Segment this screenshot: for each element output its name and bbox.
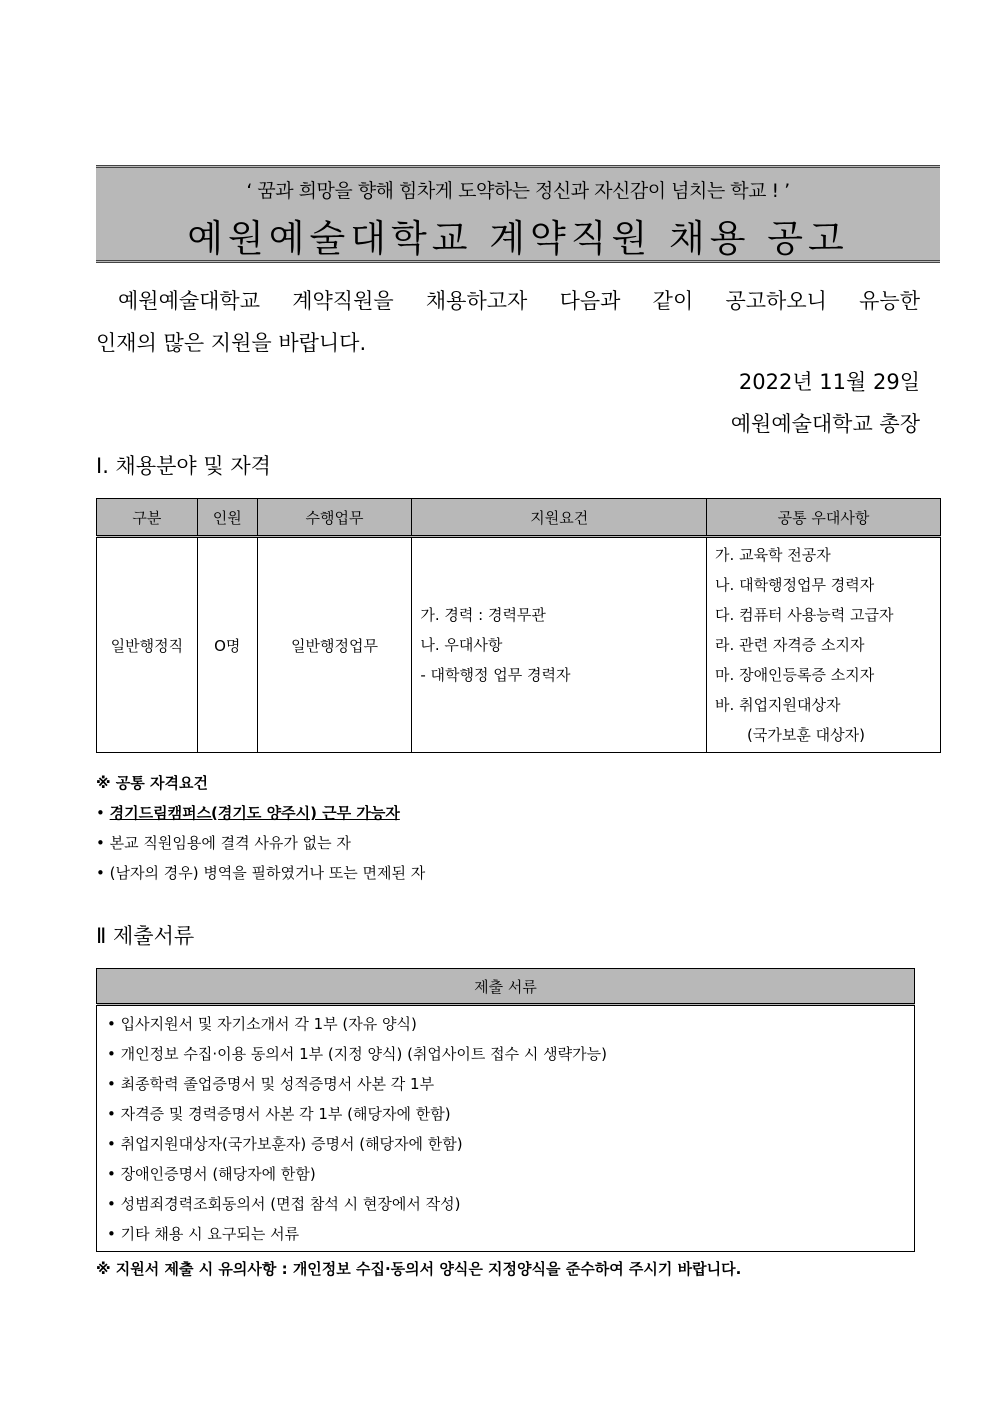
header-category: 구분 (97, 499, 198, 537)
list-item: • (남자의 경우) 병역을 필하였거나 또는 면제된 자 (96, 864, 426, 882)
list-item: • 경기드림캠퍼스(경기도 양주시) 근무 가능자 (96, 804, 400, 822)
list-item: • 취업지원대상자(국가보훈자) 증명서 (해당자에 한함) (107, 1129, 904, 1159)
table-header-row (97, 969, 915, 1005)
list-item: • 개인정보 수집·이용 동의서 1부 (지정 양식) (취업사이트 접수 시 생략가능) (107, 1039, 904, 1069)
list-item: • 입사지원서 및 자기소개서 각 1부 (자유 양식) (107, 1009, 904, 1039)
cell-category: 일반행정직 (97, 537, 198, 753)
requirement-item: 나. 우대사항 (420, 636, 503, 654)
preference-item: (국가보훈 대상자) (747, 726, 865, 744)
cell-preferences (707, 537, 941, 753)
recruitment-table (96, 498, 941, 753)
header-requirements: 지원요건 (412, 499, 707, 537)
slogan: ‘ 꿈과 희망을 향해 힘차게 도약하는 정신과 자신감이 넘치는 학교 ! ’ (246, 180, 790, 202)
requirement-item: 가. 경력 : 경력무관 (420, 606, 546, 624)
preference-item: 가. 교육학 전공자 (715, 546, 831, 564)
footer-note: ※ 지원서 제출 시 유의사항 : 개인정보 수집·동의서 양식은 지정양식을 준수하여 주시기 바랍니다. (96, 1260, 742, 1278)
page-title: 예원예술대학교 계약직원 채용 공고 (187, 217, 849, 260)
bullet-icon: • (96, 804, 110, 822)
documents-cell (97, 1005, 915, 1252)
cell-count: O명 (197, 537, 257, 753)
signer: 예원예술대학교 총장 (730, 412, 920, 436)
table-row (97, 1005, 915, 1252)
header-preferences: 공통 우대사항 (707, 499, 941, 537)
list-item: • 최종학력 졸업증명서 및 성적증명서 사본 각 1부 (107, 1069, 904, 1099)
title-banner (96, 165, 940, 263)
preference-item: 다. 컴퓨터 사용능력 고급자 (715, 606, 894, 624)
preference-item: 나. 대학행정업무 경력자 (715, 576, 875, 594)
intro-line-2: 인재의 많은 지원을 바랍니다. (96, 331, 367, 355)
list-item: • 자격증 및 경력증명서 사본 각 1부 (해당자에 한함) (107, 1099, 904, 1129)
list-item: • 장애인증명서 (해당자에 한함) (107, 1159, 904, 1189)
preference-item: 라. 관련 자격증 소지자 (715, 636, 865, 654)
intro-line-1: 예원예술대학교 계약직원을 채용하고자 다음과 같이 공고하오니 유능한 (118, 289, 920, 313)
cell-requirements (412, 537, 707, 753)
cell-duty: 일반행정업무 (257, 537, 412, 753)
table-row (97, 537, 941, 753)
header-count: 인원 (197, 499, 257, 537)
common-requirements-heading: ※ 공통 자격요건 (96, 774, 208, 792)
table-header-row (97, 499, 941, 537)
list-item: • 기타 채용 시 요구되는 서류 (107, 1219, 904, 1249)
section-1-heading: Ⅰ. 채용분야 및 자격 (96, 454, 271, 478)
bullet-icon: • (96, 834, 110, 852)
preference-item: 바. 취업지원대상자 (715, 696, 841, 714)
requirement-item: - 대학행정 업무 경력자 (420, 666, 571, 684)
header-documents: 제출 서류 (97, 969, 915, 1005)
documents-table (96, 968, 915, 1252)
list-item: • 본교 직원임용에 결격 사유가 없는 자 (96, 834, 351, 852)
header-duty: 수행업무 (257, 499, 412, 537)
bullet-icon: • (96, 864, 110, 882)
section-2-heading: Ⅱ 제출서류 (96, 924, 195, 948)
list-item: • 성범죄경력조회동의서 (면접 참석 시 현장에서 작성) (107, 1189, 904, 1219)
preference-item: 마. 장애인등록증 소지자 (715, 666, 875, 684)
announcement-date: 2022년 11월 29일 (738, 370, 920, 394)
common-requirements (96, 768, 425, 888)
intro-paragraph (96, 280, 920, 364)
